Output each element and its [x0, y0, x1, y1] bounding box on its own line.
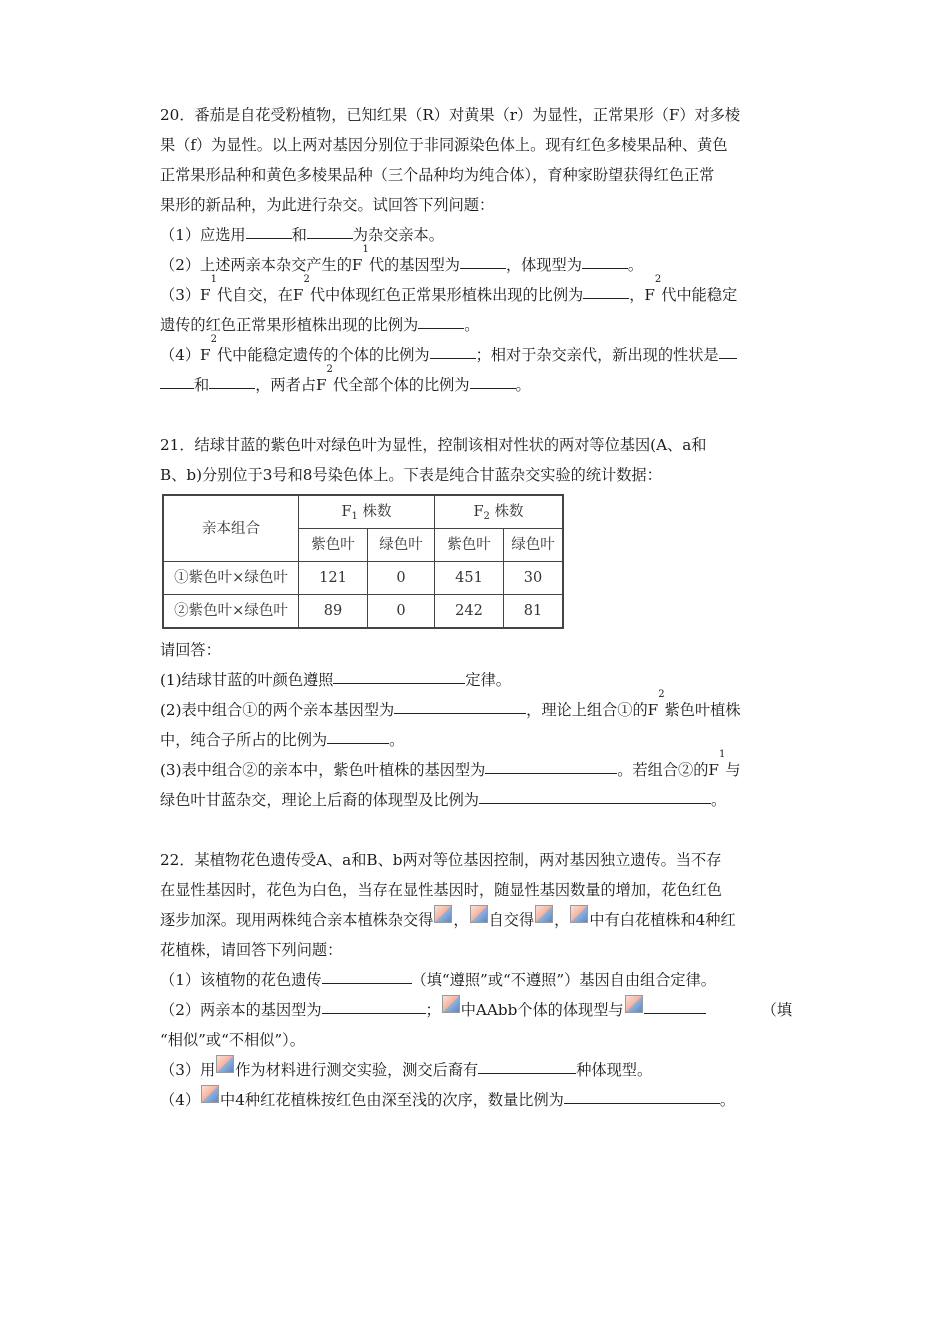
header-f1: $F_1$ 株数 [299, 495, 435, 529]
table-row: ①紫色叶×绿色叶 121 0 451 30 [163, 562, 563, 595]
header-f1-purple: 紫色叶 [299, 529, 368, 562]
q21-line-2: B、b)分别位于3号和8号染色体上。下表是纯合甘蓝杂交实验的统计数据： [160, 466, 662, 484]
q21-ask: 请回答： [160, 641, 221, 659]
answer-blank[interactable] [644, 995, 706, 1014]
q22-part-2-cont: “相似”或“不相似”）。 [160, 1031, 305, 1049]
q20-line-2: 果（f）为显性。以上两对基因分别位于非同源染色体上。现有红色多棱果品种、黄色 [160, 136, 728, 154]
table-row: ②紫色叶×绿色叶 89 0 242 81 [163, 595, 563, 629]
q22-line-1: 22．某植物花色遗传受A、a和B、b两对等位基因控制，两对基因独立遗传。当不存 [160, 851, 722, 869]
formula-image-icon [216, 1055, 234, 1073]
q22-line-4: 花植株，请回答下列问题： [160, 941, 343, 959]
cross-data-table [162, 494, 564, 629]
answer-blank[interactable] [485, 755, 617, 774]
q20-line-1: 20．番茄是自花受粉植物，已知红果（R）对黄果（r）为显性，正常果形（F）对多棱 [160, 106, 741, 124]
q20-part-4: （4）F 2 代中能稳定遗传的个体的比例为 ；相对于杂交亲代，新出现的性状是 [160, 340, 792, 370]
document-page [160, 100, 792, 1115]
answer-blank[interactable] [719, 340, 737, 359]
formula-image-icon [434, 905, 452, 923]
q20-part-2: （2）上述两亲本杂交产生的F 1 代的基因型为 ，体现型为 。 [160, 244, 644, 274]
answer-blank[interactable] [418, 310, 464, 329]
answer-blank[interactable] [478, 1055, 576, 1074]
question-22 [160, 845, 792, 1115]
answer-blank[interactable] [479, 785, 711, 804]
answer-blank[interactable] [333, 665, 465, 684]
q22-part-1: （1）该植物的花色遗传 （填“遵照”或“不遵照”）基因自由组合定律。 [160, 965, 792, 995]
header-parent: 亲本组合 [163, 495, 299, 562]
q22-line-3: 逐步加深。现用两株纯合亲本植株杂交得 ， 自交得 ， 中有白花植株和4种红 [160, 905, 792, 935]
header-f2-purple: 紫色叶 [435, 529, 504, 562]
q21-part-1: (1)结球甘蓝的叶颜色遵照 定律。 [160, 665, 792, 695]
formula-image-icon [470, 905, 488, 923]
q20-part-1: （1）应选用 和 为杂交亲本。 [160, 220, 792, 250]
answer-blank[interactable] [209, 370, 255, 389]
q20-part-3-cont: 遗传的红色正常果形植株出现的比例为 。 [160, 310, 792, 340]
q20-line-4: 果形的新品种，为此进行杂交。试回答下列问题： [160, 196, 495, 214]
q20-part-4-cont: 和 ，两者占F 2 代全部个体的比例为 。 [160, 370, 792, 400]
question-20 [160, 100, 792, 400]
q20-line-3: 正常果形品种和黄色多棱果品种（三个品种均为纯合体），育种家盼望获得红色正常 [160, 166, 715, 184]
answer-blank[interactable] [160, 370, 194, 389]
q21-part-2: (2)表中组合①的两个亲本基因型为 ，理论上组合①的F 2 紫色叶植株 [160, 689, 741, 719]
q22-line-2: 在显性基因时，花色为白色，当存在显性基因时，随显性基因数量的增加，花色红色 [160, 881, 722, 899]
answer-blank[interactable] [327, 725, 389, 744]
answer-blank[interactable] [583, 280, 629, 299]
q21-part-2-cont: 中，纯合子所占的比例为 。 [160, 725, 792, 755]
answer-blank[interactable] [307, 220, 353, 239]
answer-blank[interactable] [582, 250, 628, 269]
formula-image-icon [201, 1085, 219, 1103]
answer-blank[interactable] [564, 1085, 720, 1104]
formula-image-icon [535, 905, 553, 923]
q22-part-4: （4） 中4种红花植株按红色由深至浅的次序，数量比例为 。 [160, 1085, 792, 1115]
header-f2: $F_2$ 株数 [435, 495, 564, 529]
header-f2-green: 绿色叶 [504, 529, 564, 562]
q22-part-3: （3）用 作为材料进行测交实验，测交后裔有 种体现型。 [160, 1055, 792, 1085]
q21-part-3: (3)表中组合②的亲本中，紫色叶植株的基因型为 。若组合②的F 1 与 [160, 749, 741, 779]
formula-image-icon [625, 995, 643, 1013]
answer-blank[interactable] [246, 220, 292, 239]
q21-part-3-cont: 绿色叶甘蓝杂交，理论上后裔的体现型及比例为 。 [160, 785, 792, 815]
answer-blank[interactable] [470, 370, 516, 389]
formula-image-icon [442, 995, 460, 1013]
answer-blank[interactable] [322, 995, 426, 1014]
q22-part-2: （2）两亲本的基因型为 ； 中AAbb个体的体现型与 （填 [160, 995, 792, 1025]
answer-blank[interactable] [394, 695, 526, 714]
q20-part-3: （3）F 1 代自交，在F 2 代中体现红色正常果形植株出现的比例为 ，F 2 代中能稳定 [160, 274, 738, 304]
question-21 [160, 430, 792, 815]
answer-blank[interactable] [460, 250, 506, 269]
q21-line-1: 21．结球甘蓝的紫色叶对绿色叶为显性，控制该相对性状的两对等位基因(A、a和 [160, 436, 707, 454]
answer-blank[interactable] [430, 340, 476, 359]
answer-blank[interactable] [322, 965, 412, 984]
header-f1-green: 绿色叶 [368, 529, 435, 562]
formula-image-icon [570, 905, 588, 923]
